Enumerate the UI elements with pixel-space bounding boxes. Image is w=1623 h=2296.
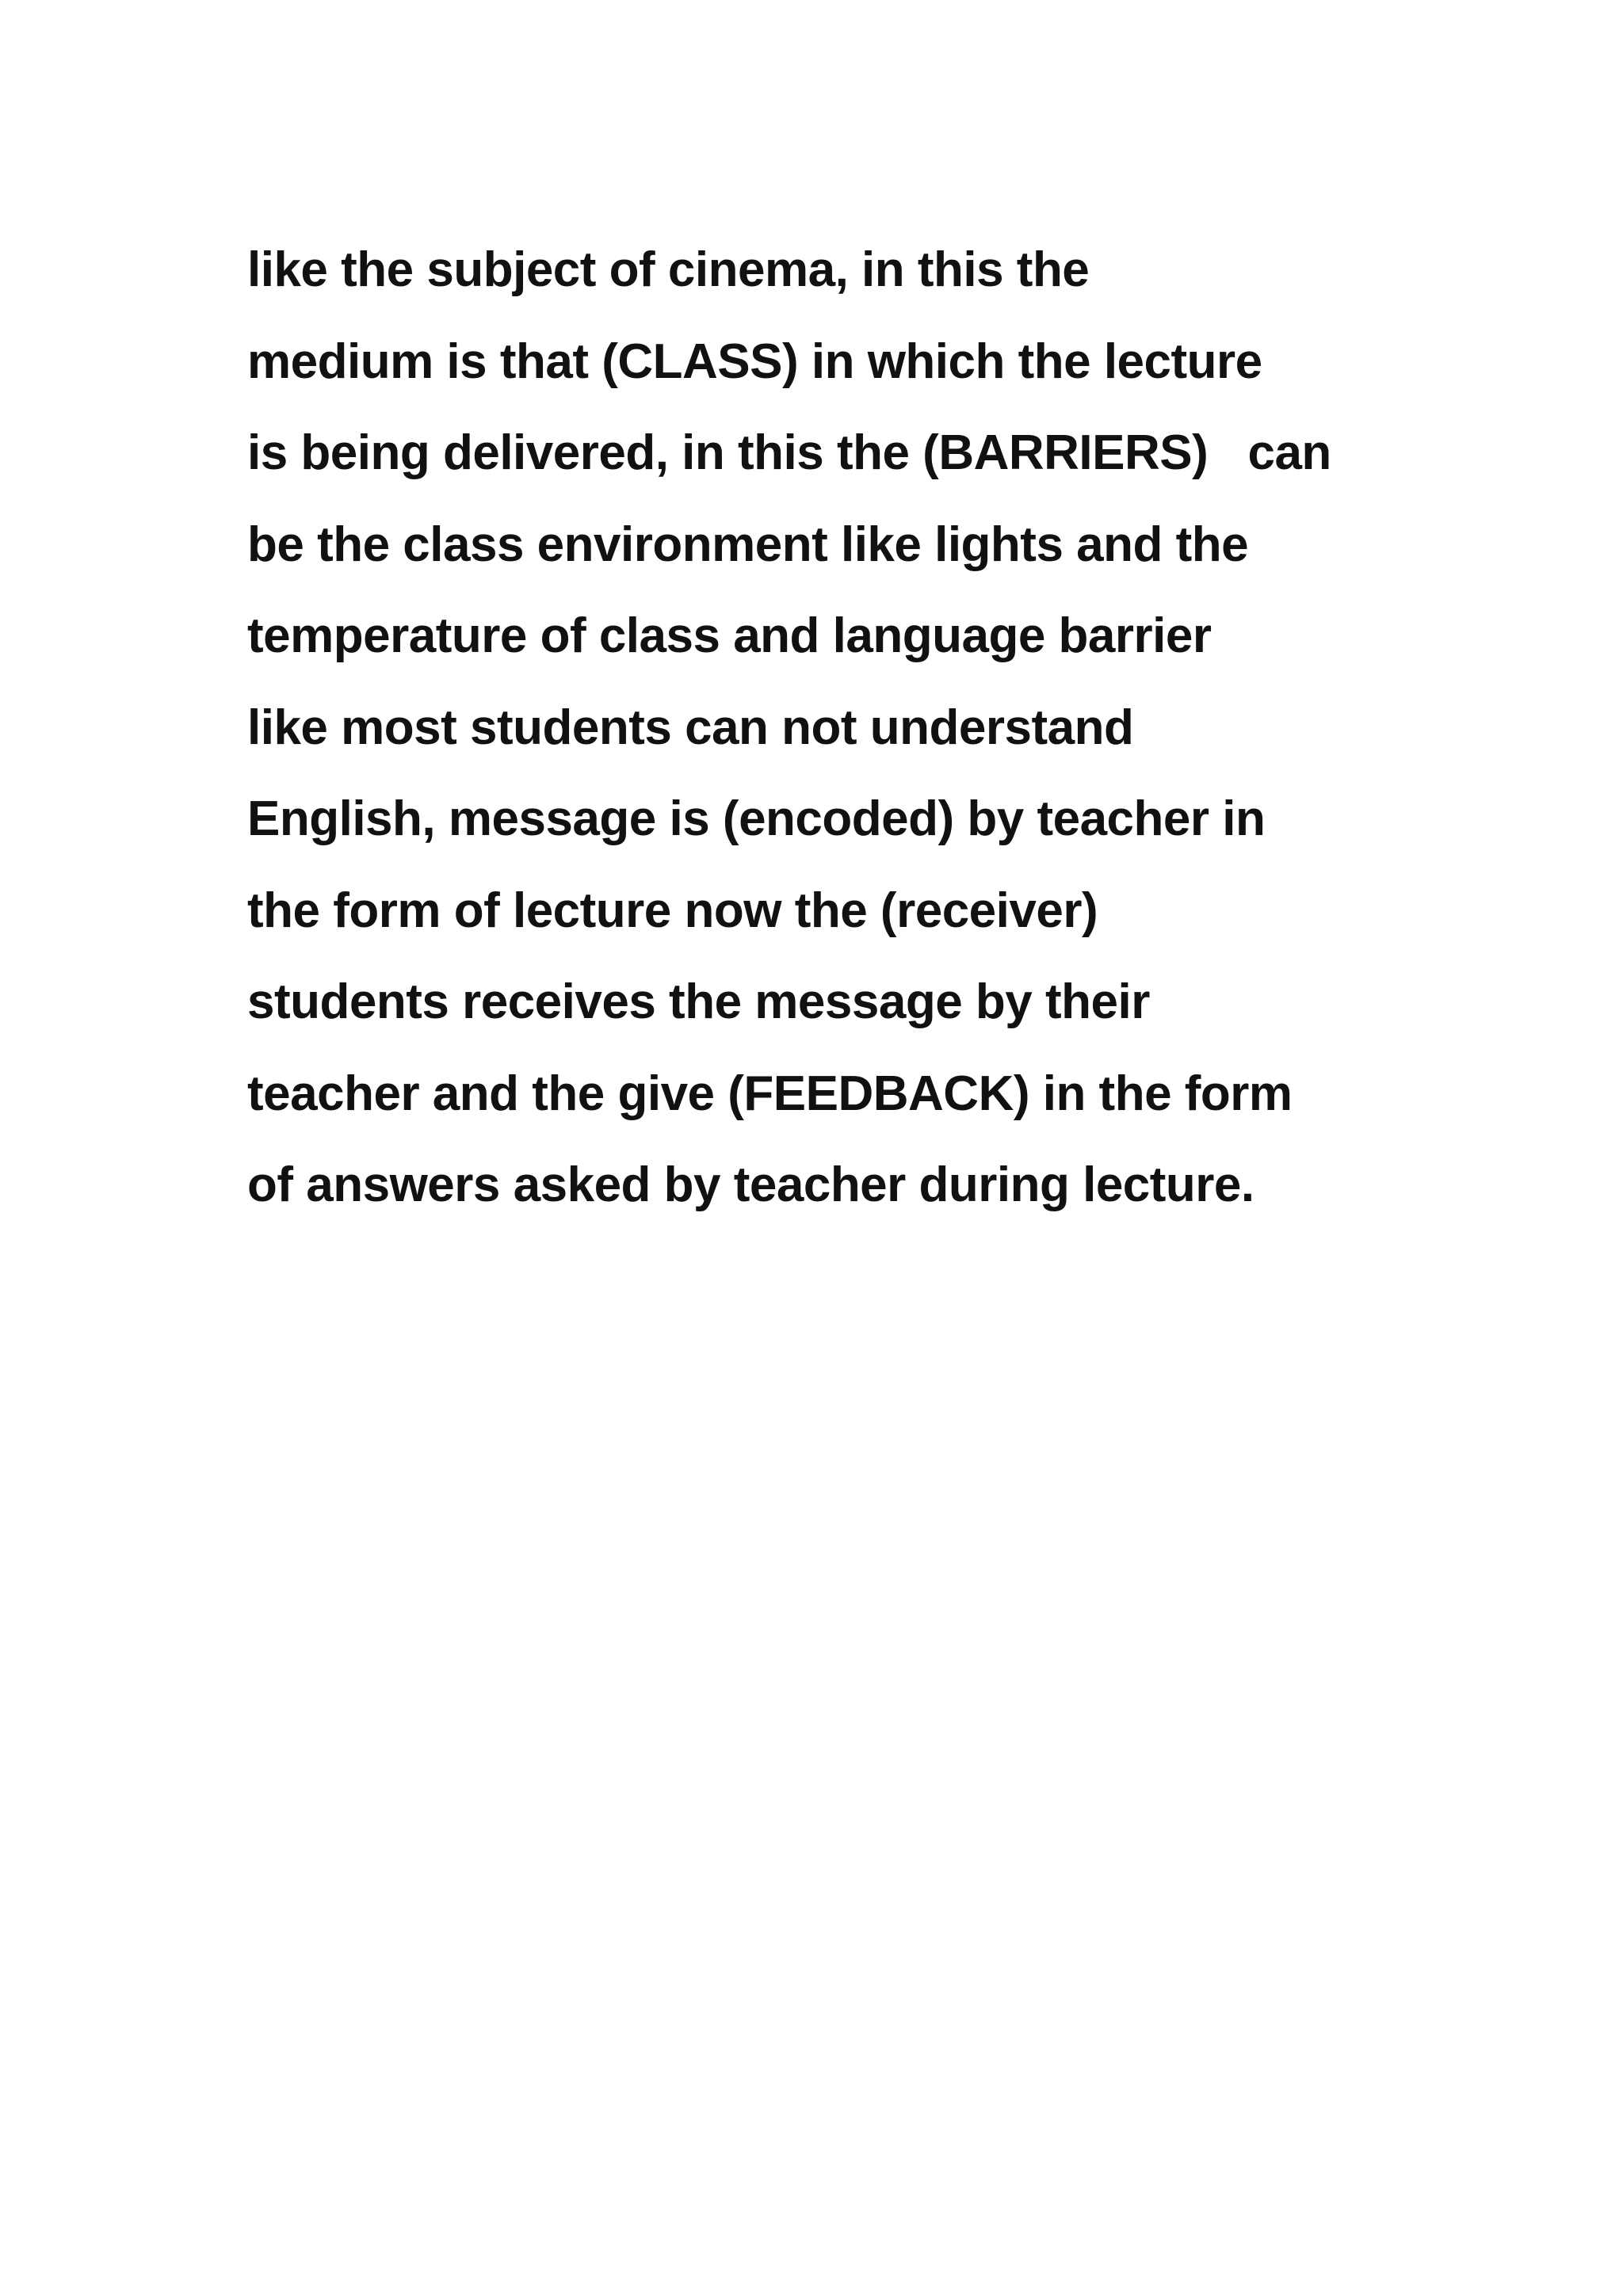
paragraph-line-7: English, message is (encoded) by teacher in: [247, 791, 1266, 846]
paragraph-line-8: the form of lecture now the (receiver): [247, 883, 1098, 938]
paragraph-line-1: like the subject of cinema, in this the: [247, 242, 1090, 297]
paragraph-line-6: like most students can not understand: [247, 700, 1134, 755]
paragraph-line-3: is being delivered, in this the (BARRIERS) can: [247, 425, 1331, 480]
paragraph-line-9: students receives the message by their: [247, 974, 1150, 1029]
paragraph-line-11: of answers asked by teacher during lecture.: [247, 1158, 1254, 1212]
paragraph-line-5: temperature of class and language barrier: [247, 608, 1212, 663]
paragraph-line-2: medium is that (CLASS) in which the lecture: [247, 334, 1262, 389]
paragraph-line-10: teacher and the give (FEEDBACK) in the form: [247, 1066, 1293, 1121]
body-paragraph: [247, 224, 1484, 1231]
paragraph-line-4: be the class environment like lights and the: [247, 517, 1249, 572]
